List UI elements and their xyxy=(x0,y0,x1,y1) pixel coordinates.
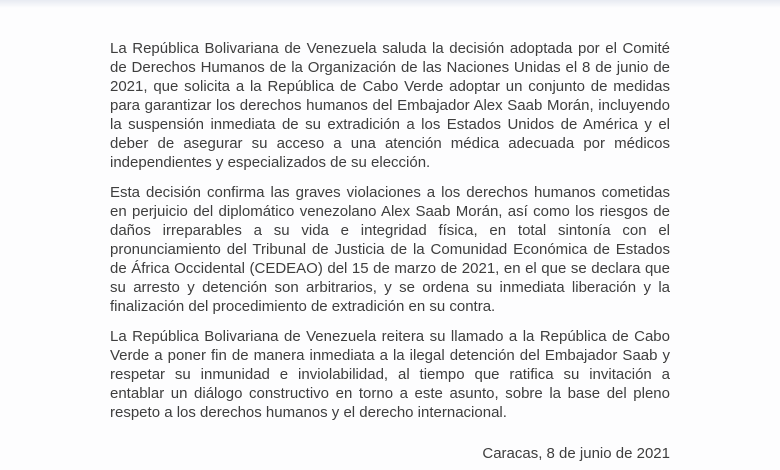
document-line: su arresto y detención son arbitrarios, y se ordena su inmediata liberación y la xyxy=(110,279,670,296)
document-line: de Derechos Humanos de la Organización de las Naciones Unidas el 8 de junio de xyxy=(110,59,670,76)
document-line: pronunciamiento del Tribunal de Justicia de la Comunidad Económica de Estados xyxy=(110,241,670,258)
dateline: Caracas, 8 de junio de 2021 xyxy=(482,445,670,462)
paragraph xyxy=(110,327,670,422)
document-line: en perjuicio del diplomático venezolano Alex Saab Morán, así como los riesgos de xyxy=(110,203,670,220)
document-line: La República Bolivariana de Venezuela saluda la decisión adoptada por el Comité xyxy=(110,40,670,57)
document-line: daños irreparables a su vida e integridad física, en total sintonía con el xyxy=(110,222,670,239)
document-line: independientes y especializados de su elección. xyxy=(110,154,431,171)
document-line: de África Occidental (CEDEAO) del 15 de marzo de 2021, en el que se declara que xyxy=(110,260,670,277)
document-line: 2021, que solicita a la República de Cabo Verde adoptar un conjunto de medidas xyxy=(110,78,670,95)
document-line: la suspensión inmediata de su extradición a los Estados Unidos de América y el xyxy=(110,116,670,133)
document-line: finalización del procedimiento de extradición en su contra. xyxy=(110,298,496,315)
document-line: respetar su inmunidad e inviolabilidad, al tiempo que ratifica su invitación a xyxy=(110,366,670,383)
document-line: Esta decisión confirma las graves violaciones a los derechos humanos cometidas xyxy=(110,184,670,201)
paragraph xyxy=(110,39,670,172)
document-line: Verde a poner fin de manera inmediata a la ilegal detención del Embajador Saab y xyxy=(110,347,670,364)
document-line: respeto a los derechos humanos y el derecho internacional. xyxy=(110,404,507,421)
document-line: para garantizar los derechos humanos del Embajador Alex Saab Morán, incluyendo xyxy=(110,97,670,114)
document-line: La República Bolivariana de Venezuela reitera su llamado a la República de Cabo xyxy=(110,328,670,345)
document-line: deber de asegurar su acceso a una atención médica adecuada por médicos xyxy=(110,135,670,152)
document-line: entablar un diálogo constructivo en torno a este asunto, sobre la base del pleno xyxy=(110,385,670,402)
top-edge-strip xyxy=(0,0,780,8)
document-body xyxy=(110,39,670,463)
paragraph xyxy=(110,183,670,316)
